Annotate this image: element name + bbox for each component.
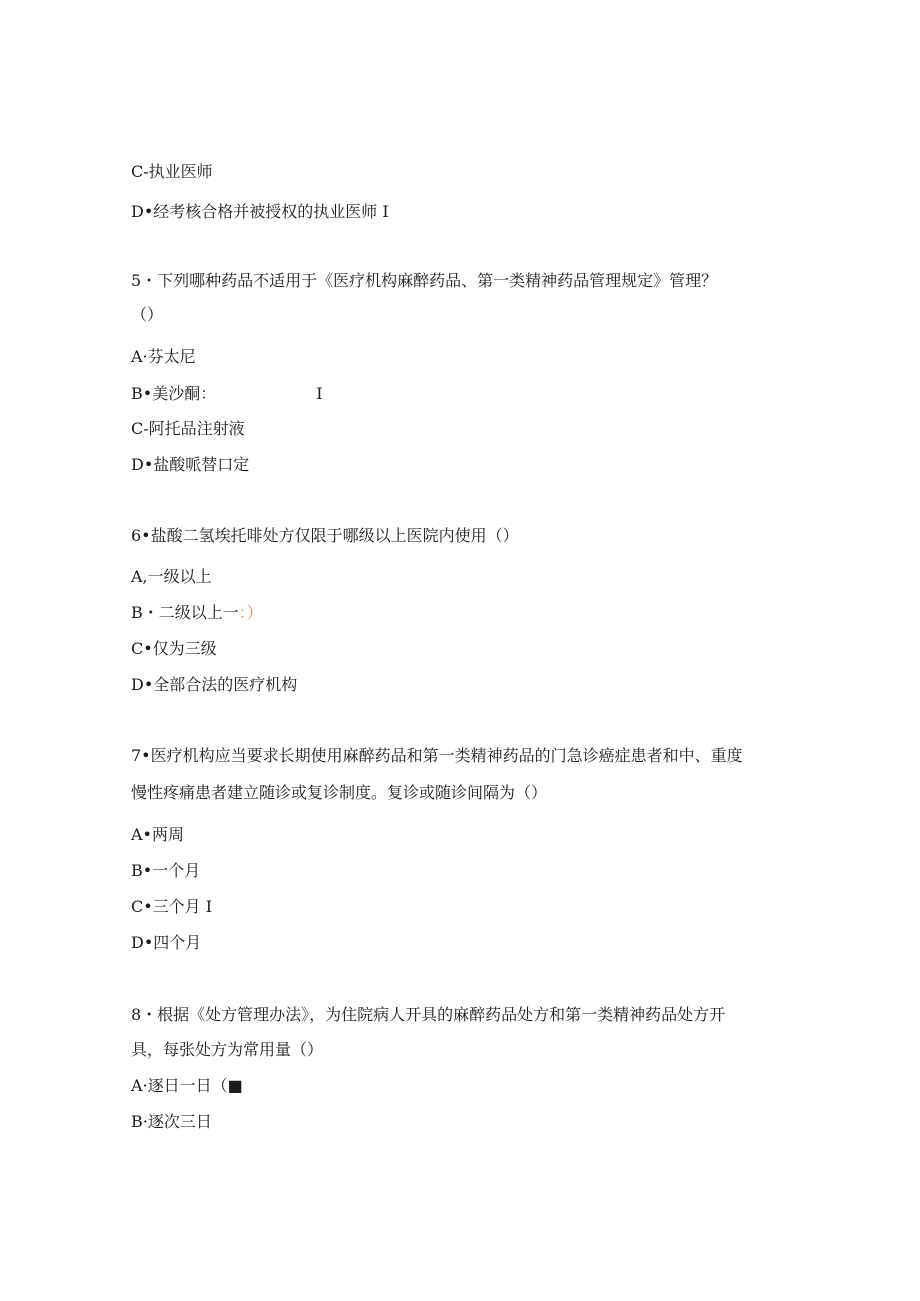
- question-6-option-b-text: B・二级以上一: [131, 603, 239, 622]
- question-7-option-d: D•四个月: [131, 933, 202, 952]
- question-8-stem-line1: 8・根据《处方管理办法》，为住院病人开具的麻醉药品处方和第一类精神药品处方开: [131, 1005, 726, 1024]
- question-7-option-b: B•一个月: [131, 861, 201, 880]
- question-6-option-c: C•仅为三级: [131, 639, 217, 658]
- option-d-prev: D•经考核合格并被授权的执业医师 I: [131, 202, 389, 221]
- question-6-option-a: A,一级以上: [131, 567, 212, 586]
- question-8-stem-line2: 具，每张处方为常用量（）: [131, 1040, 324, 1059]
- question-6-option-b: [131, 603, 263, 623]
- question-7-option-c: C•三个月 I: [131, 897, 213, 916]
- question-8-option-b: B·逐次三日: [131, 1112, 212, 1131]
- question-7-stem-line2: 慢性疼痛患者建立随诊或复诊制度。复诊或随诊间隔为（）: [131, 783, 548, 802]
- question-5-option-c: C-阿托品注射液: [131, 419, 245, 438]
- question-8-option-a: A·逐日一日（■: [131, 1076, 243, 1095]
- question-5-option-d: D•盐酸哌替口定: [131, 455, 250, 474]
- question-5-option-a: A·芬太尼: [131, 347, 196, 366]
- question-7-stem-line1: 7•医疗机构应当要求长期使用麻醉药品和第一类精神药品的门急诊癌症患者和中、重度: [131, 746, 743, 765]
- question-5-option-b: [131, 384, 323, 404]
- question-7-option-a: A•两周: [131, 825, 184, 844]
- question-6-option-b-mark: ：）: [238, 603, 263, 622]
- question-6-stem: 6•盐酸二氢埃托啡处方仅限于哪级以上医院内使用（）: [131, 526, 519, 545]
- question-5-stem-line1: 5・下列哪种药品不适用于《医疗机构麻醉药品、第一类精神药品管理规定》管理？: [131, 271, 718, 290]
- question-5-stem-line2: （）: [131, 305, 164, 324]
- option-c-prev: C-执业医师: [131, 162, 213, 181]
- question-5-option-b-mark: I: [316, 384, 323, 403]
- question-5-option-b-text: B•美沙酮：: [131, 384, 217, 403]
- question-6-option-d: D•全部合法的医疗机构: [131, 675, 298, 694]
